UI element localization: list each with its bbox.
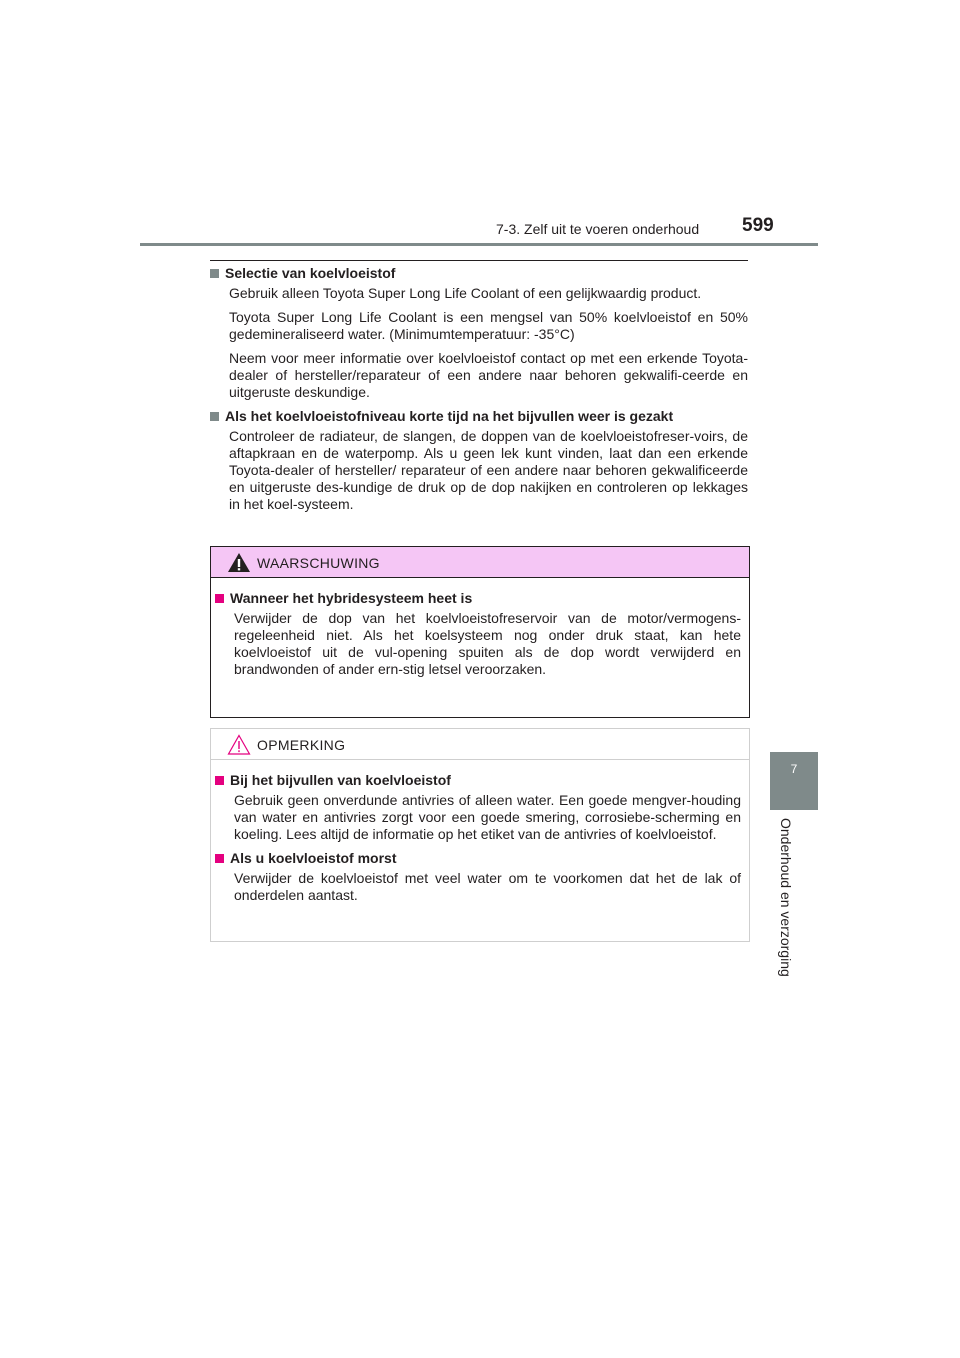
notice-text: Verwijder de koelvloeistof met veel water om te voorkomen dat het de lak of onderdelen aantast. <box>234 870 741 903</box>
paragraph: Controleer de radiateur, de slangen, de doppen van de koelvloeistofreser-voirs, de aftapkraan en de waterpomp. Als u geen lek kunt vinden, laat dan een erkende Toyota-dealer of hersteller/ reparateur of een andere naar behoren gekwalificeerde en uitgeruste des-kundige de druk op de dop nakijken en controleren op lekkages in het koel-systeem. <box>229 428 748 512</box>
warning-heading: Wanneer het hybridesysteem heet is <box>215 590 741 607</box>
notice-heading: Als u koelvloeistof morst <box>215 850 741 867</box>
section-title: 7-3. Zelf uit te voeren onderhoud <box>496 221 700 237</box>
warning-box <box>210 546 750 718</box>
warning-triangle-icon <box>227 552 251 573</box>
warning-body <box>211 578 749 678</box>
header-divider <box>140 243 818 246</box>
bullet-square-icon <box>210 269 219 278</box>
warning-text: Verwijder de dop van het koelvloeistofreservoir van de motor/vermogens-regeleenheid niet. Als het koelsysteem nog onder druk staat, kan hete koelvloeistof uit de vul-opening spuiten als de dop wordt verwijderd en brandwonden of ander ern-stig letsel veroorzaken. <box>234 610 741 677</box>
paragraph: Gebruik alleen Toyota Super Long Life Coolant of een gelijkwaardig product. <box>229 285 702 301</box>
bullet-square-icon <box>215 594 224 603</box>
notice-text: Gebruik geen onverdunde antivries of alleen water. Een goede mengver-houding van water en antivries zorgt voor een goede smering, corrosiebe-scherming en koeling. Lees altijd de informatie op het etiket van de antivries of koelvloeistof. <box>234 792 741 842</box>
bullet-square-icon <box>215 854 224 863</box>
section-coolant-level-dropped <box>210 408 748 513</box>
notice-title: OPMERKING <box>257 737 346 753</box>
warning-header <box>211 547 749 578</box>
notice-heading: Bij het bijvullen van koelvloeistof <box>215 772 741 789</box>
bullet-square-icon <box>210 412 219 421</box>
chapter-tab <box>770 752 818 810</box>
main-content <box>210 265 748 520</box>
section-heading: Als het koelvloeistofniveau korte tijd na het bijvullen weer is gezakt <box>210 408 748 425</box>
notice-header <box>211 729 749 760</box>
paragraph: Toyota Super Long Life Coolant is een mengsel van 50% koelvloeistof en 50% gedemineraliseerd water. (Minimumtemperatuur: -35°C) <box>229 309 748 342</box>
bullet-square-icon <box>215 776 224 785</box>
section-coolant-selection <box>210 265 748 401</box>
notice-box <box>210 728 750 942</box>
page-number: 599 <box>742 215 774 236</box>
paragraph: Neem voor meer informatie over koelvloeistof contact op met een erkende Toyota-dealer of hersteller/reparateur of een andere naar behoren gekwalifi-ceerde en uitgeruste deskundige. <box>229 350 748 400</box>
content-top-rule <box>210 260 748 261</box>
notice-body <box>211 760 749 904</box>
chapter-number: 7 <box>790 762 798 776</box>
warning-title: WAARSCHUWING <box>257 555 380 571</box>
caution-triangle-icon <box>227 734 251 755</box>
chapter-label: Onderhoud en verzorging <box>778 818 794 977</box>
section-heading: Selectie van koelvloeistof <box>210 265 748 282</box>
